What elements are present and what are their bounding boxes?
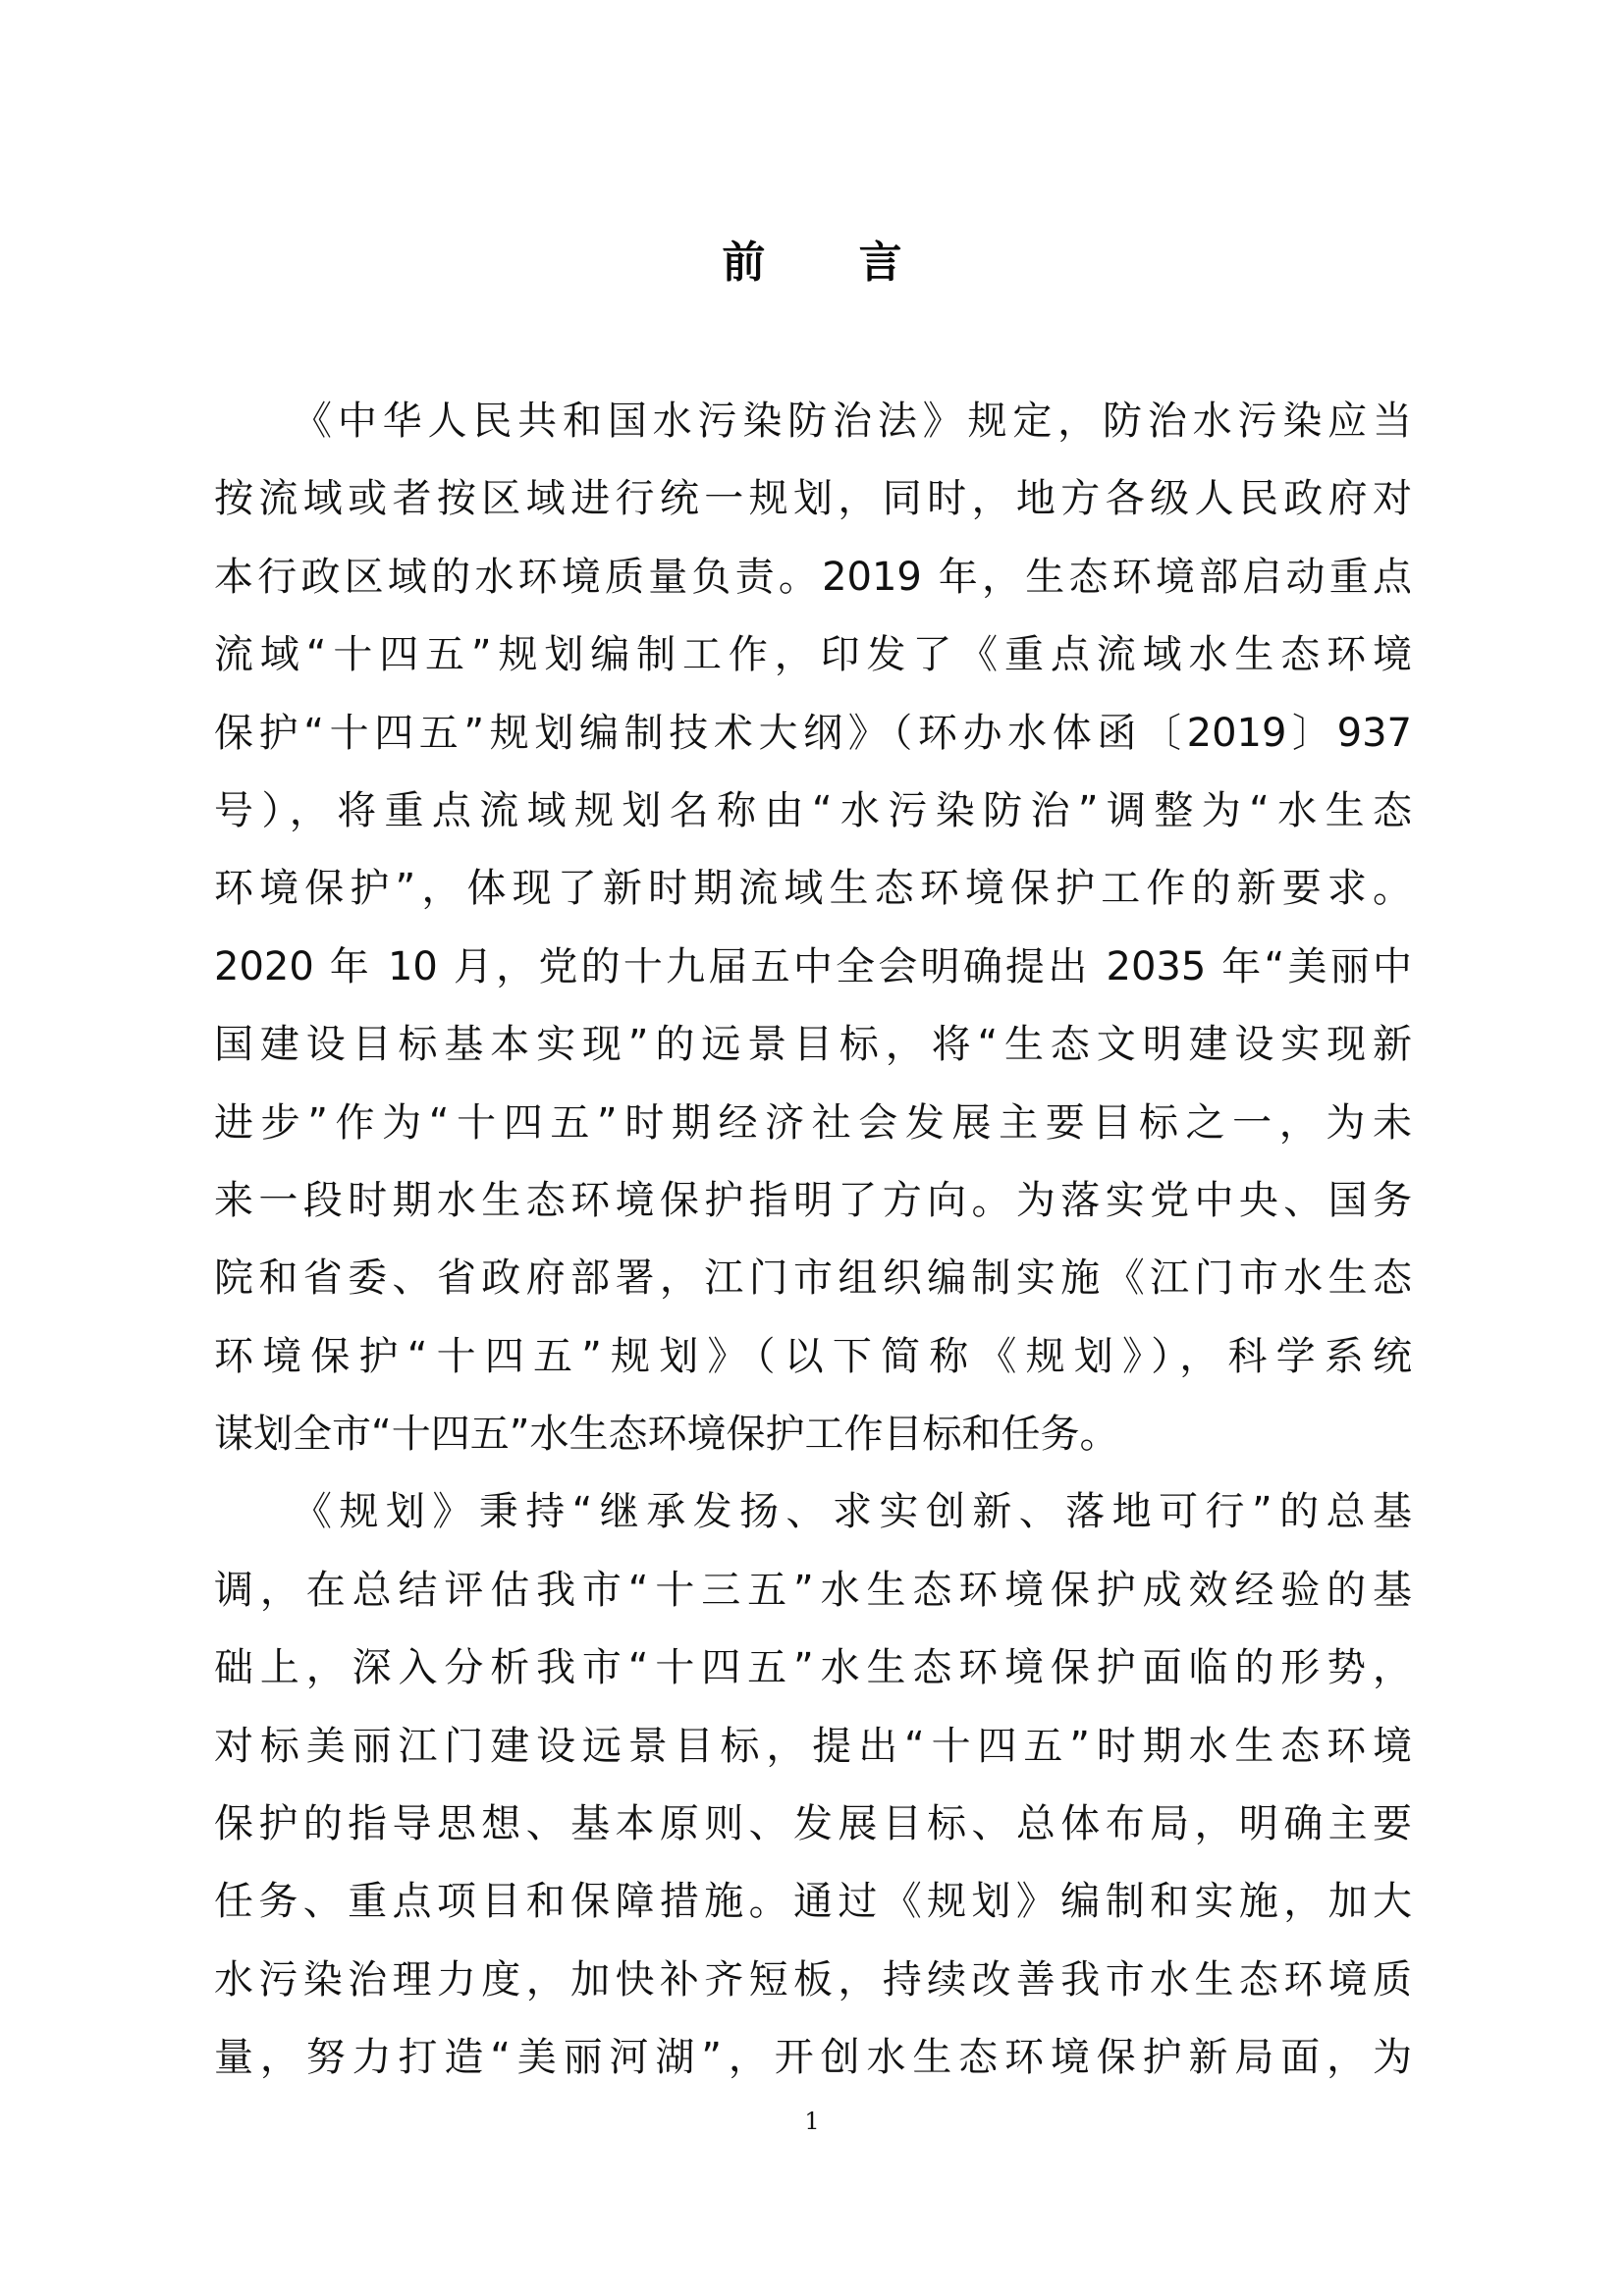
text-line: 国建设目标基本实现”的远景目标，将“生态文明建设实现新 (214, 1022, 1412, 1068)
text-line: 流域“十四五”规划编制工作，印发了《重点流域水生态环境 (214, 632, 1412, 678)
text-line: 《规划》秉持“继承发扬、求实创新、落地可行”的总基 (293, 1489, 1412, 1535)
text-line: 水污染治理力度，加快补齐短板，持续改善我市水生态环境质 (214, 1956, 1412, 2002)
text-line: 环境保护“十四五”规划》（以下简称《规划》），科学系统 (214, 1333, 1412, 1379)
text-line: 进步”作为“十四五”时期经济社会发展主要目标之一，为未 (214, 1099, 1412, 1146)
text-line: 环境保护”，体现了新时期流域生态环境保护工作的新要求。 (214, 866, 1412, 912)
text-line: 来一段时期水生态环境保护指明了方向。为落实党中央、国务 (214, 1177, 1412, 1223)
text-line: 2020 年 10 月，党的十九届五中全会明确提出 2035 年“美丽中 (214, 943, 1412, 989)
text-line: 按流域或者按区域进行统一规划，同时，地方各级人民政府对 (214, 476, 1412, 522)
page-title: 前 言 (722, 238, 942, 288)
text-line: 调，在总结评估我市“十三五”水生态环境保护成效经验的基 (214, 1567, 1412, 1613)
paragraph-2 (214, 1473, 1412, 2097)
text-line: 谋划全市“十四五”水生态环境保护工作目标和任务。 (214, 1412, 1119, 1458)
paragraph-1 (214, 383, 1412, 1473)
text-line: 《中华人民共和国水污染防治法》规定，防治水污染应当 (293, 399, 1412, 444)
text-line: 保护的指导思想、基本原则、发展目标、总体布局，明确主要 (214, 1801, 1412, 1847)
text-line: 号），将重点流域规划名称由“水污染防治”调整为“水生态 (214, 787, 1412, 833)
text-line: 本行政区域的水环境质量负责。2019 年，生态环境部启动重点 (214, 554, 1412, 600)
text-line: 对标美丽江门建设远景目标，提出“十四五”时期水生态环境 (214, 1723, 1412, 1769)
text-line: 保护“十四五”规划编制技术大纲》（环办水体函〔2019〕937 (214, 710, 1412, 756)
page-number: 1 (804, 2108, 820, 2135)
body-text (214, 383, 1412, 2098)
text-line: 任务、重点项目和保障措施。通过《规划》编制和实施，加大 (214, 1879, 1412, 1925)
text-line: 量，努力打造“美丽河湖”，开创水生态环境保护新局面，为 (214, 2035, 1412, 2081)
text-line: 院和省委、省政府部署，江门市组织编制实施《江门市水生态 (214, 1255, 1412, 1302)
text-line: 础上，深入分析我市“十四五”水生态环境保护面临的形势， (214, 1645, 1412, 1691)
